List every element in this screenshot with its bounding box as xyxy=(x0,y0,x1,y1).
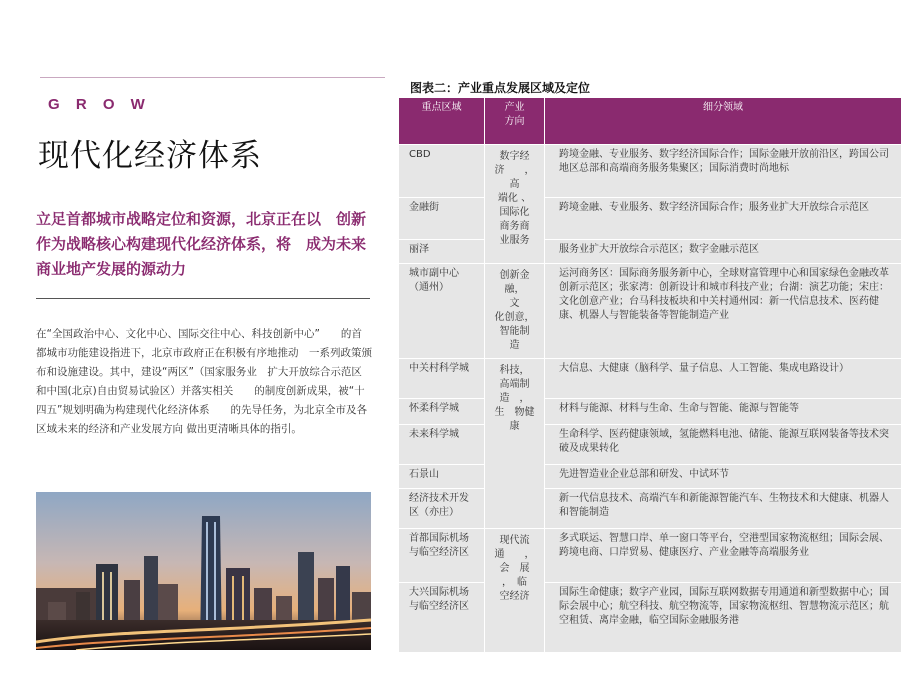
direction-cell: 科技， 高端制 造 ， 生 物健 康 xyxy=(485,359,545,529)
area-cell: 城市副中心（通州） xyxy=(399,264,485,359)
header-detail: 细分领域 xyxy=(545,98,902,145)
area-cell: 中关村科学城 xyxy=(399,359,485,399)
industry-zones-table xyxy=(398,97,901,651)
table-row xyxy=(399,465,902,489)
table-row xyxy=(399,399,902,425)
top-rule xyxy=(40,77,385,78)
page-title: 现代化经济体系 xyxy=(38,138,262,174)
table-row xyxy=(399,583,902,653)
table-row xyxy=(399,264,902,359)
detail-cell: 服务业扩大开放综合示范区；数字金融示范区 xyxy=(545,240,902,264)
area-cell: 首都国际机场与临空经济区 xyxy=(399,529,485,583)
area-cell: 金融街 xyxy=(399,198,485,240)
area-cell: 丽泽 xyxy=(399,240,485,264)
table-caption: 图表二：产业重点发展区域及定位 xyxy=(410,81,591,95)
detail-cell: 跨境金融、专业服务、数字经济国际合作；国际金融开放前沿区，跨国公司地区总部和高端商务服务集聚区；国际消费时尚地标 xyxy=(545,145,902,198)
detail-cell: 先进智造业企业总部和研发、中试环节 xyxy=(545,465,902,489)
table-row xyxy=(399,240,902,264)
page-subtitle: 立足首都城市战略定位和资源，北京正在以 创新作为战略核心构建现代化经济体系，将 成为未来商业地产发展的源动力 xyxy=(36,210,367,278)
body-paragraph: 在“全国政治中心、文化中心、国际交往中心、科技创新中心” 的首都城市功能建设指进下，北京市政府正在积极有序地推动 一系列政策颁布和设施建设。其中，建设“两区”（国家服务业 扩大开放综合示范区和中国(北京)自由贸易试验区）并落实相关 的制度创新成果，被“十四五”规划明确为构建现代化经济体系 的先导任务，为北京全市及各区域未来的经济和产业发展方向 做出更清晰具体的指引。 xyxy=(36,328,372,435)
direction-cell: 创新金 融， 文 化创意， 智能制 造 xyxy=(485,264,545,359)
area-cell: 石景山 xyxy=(399,465,485,489)
table-row xyxy=(399,145,902,198)
table-row xyxy=(399,359,902,399)
table-row xyxy=(399,489,902,529)
detail-cell: 材料与能源、材料与生命、生命与智能、能源与智能等 xyxy=(545,399,902,425)
header-area: 重点区域 xyxy=(399,98,485,145)
detail-cell: 国际生命健康；数字产业园，国际互联网数据专用通道和新型数据中心；国际会展中心；航空科技、航空物流等，国家物流枢纽、智慧物流示范区；航空租赁、离岸金融，临空国际金融服务港 xyxy=(545,583,902,653)
direction-cell: 现代流 通 ， 会 展 ， 临 空经济 xyxy=(485,529,545,653)
area-cell: 未来科学城 xyxy=(399,425,485,465)
detail-cell: 生命科学、医药健康领域，氢能燃料电池、储能、能源互联网装备等技术突破及成果转化 xyxy=(545,425,902,465)
direction-cell: 数字经 济 ， 高 端化 、 国际化 商务商 业服务 xyxy=(485,145,545,264)
detail-cell: 跨境金融、专业服务、数字经济国际合作；服务业扩大开放综合示范区 xyxy=(545,198,902,240)
table-row xyxy=(399,198,902,240)
area-cell: CBD xyxy=(399,145,485,198)
area-cell: 大兴国际机场与临空经济区 xyxy=(399,583,485,653)
section-divider xyxy=(36,298,370,299)
table-row xyxy=(399,529,902,583)
brand-logo: G R O W xyxy=(48,96,151,113)
city-skyline-photo xyxy=(36,492,371,650)
detail-cell: 多式联运、智慧口岸、单一窗口等平台，空港型国家物流枢纽；国际会展、跨境电商、口岸贸易、健康医疗、产业金融等高端服务业 xyxy=(545,529,902,583)
detail-cell: 大信息、大健康（脑科学、量子信息、人工智能、集成电路设计） xyxy=(545,359,902,399)
area-cell: 怀柔科学城 xyxy=(399,399,485,425)
detail-cell: 新一代信息技术、高端汽车和新能源智能汽车、生物技术和大健康、机器人和智能制造 xyxy=(545,489,902,529)
table-row xyxy=(399,425,902,465)
area-cell: 经济技术开发区（亦庄） xyxy=(399,489,485,529)
header-direction: 产业 方向 xyxy=(485,98,545,145)
detail-cell: 运河商务区：国际商务服务新中心，全球财富管理中心和国家绿色金融改革创新示范区；张家湾：创新设计和城市科技产业；台湖：演艺功能；宋庄：文化创意产业；台马科技板块和中关村通州园：新一代信息技术、医药健康、机器人与智能装备等智能制造产业 xyxy=(545,264,902,359)
